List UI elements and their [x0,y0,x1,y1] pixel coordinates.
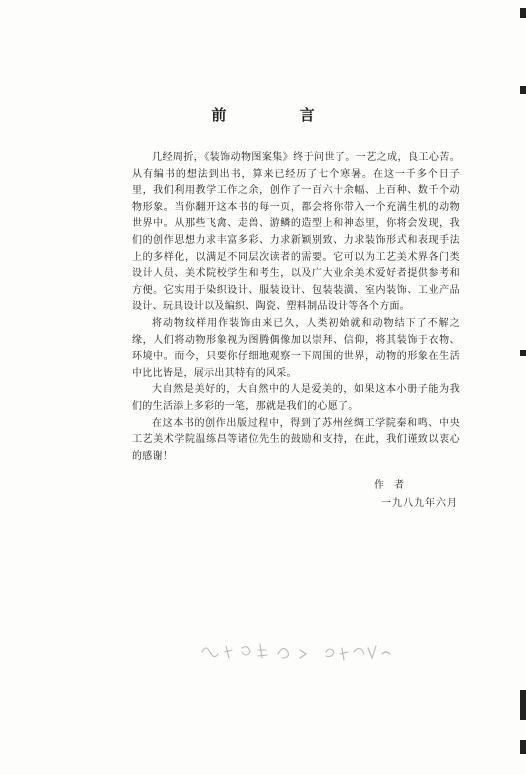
scan-edge-mark [520,8,526,18]
preface-body [132,150,460,465]
signature-block [360,477,470,513]
scan-edge-mark [520,350,526,356]
paragraph-4: 在这本书的创作出版过程中，得到了苏州丝绸工学院秦和鸣、中央工艺美术学院温练昌等诸位先生的鼓励和支持，在此，我们谨致以衷心的感谢！ [132,417,460,462]
date-label: 一九八九年六月 [381,498,458,509]
scan-edge-mark [520,86,526,94]
scan-edge-mark [520,690,526,720]
paragraph-3: 大自然是美好的，大自然中的人是爱美的，如果这本小册子能为我们的生活添上多彩的一笔，那就是我们的心愿了。 [132,384,460,412]
paragraph-2: 将动物纹样用作装饰由来已久，人类初始就和动物结下了不解之缘，人们将动物形象视为图腾偶像加以崇拜、信仰，将其装饰于衣物、环境中。而今，只要你仔细地观察一下周围的世界，动物的形象在生活中比比皆是，展示出其特有的风采。 [132,317,460,379]
paragraph-1: 几经周折，《装饰动物图案集》终于问世了。一艺之成，良工心苦。从有编书的想法到出书，算来已经历了七个寒暑。在这一千多个日子里，我们利用教学工作之余，创作了一百六十余幅、上百种、数千个动物形象。当你翻开这本书的每一页，都会将你带入一个充满生机的动物世界中。从那些飞禽、走兽、游鳞的造型上和神态里，你将会发现，我们的创作思想力求丰富多彩、力求新颖别致、力求装饰形式和表现手法上的多样化，以满足不同层次读者的需要。它可以为工艺美术界各门类设计人员、美术院校学生和考生，以及广大业余美术爱好者提供参考和方便。它实用于染织设计、服装设计、包装装潢、室内装饰、工业产品设计、玩具设计以及编织、陶瓷、塑料制品设计等各个方面。 [132,152,460,313]
preface-title: 前 言 [211,106,349,124]
faded-ink-mark [196,630,396,670]
author-label: 作者 [374,480,414,491]
scan-edge-mark [520,740,526,754]
